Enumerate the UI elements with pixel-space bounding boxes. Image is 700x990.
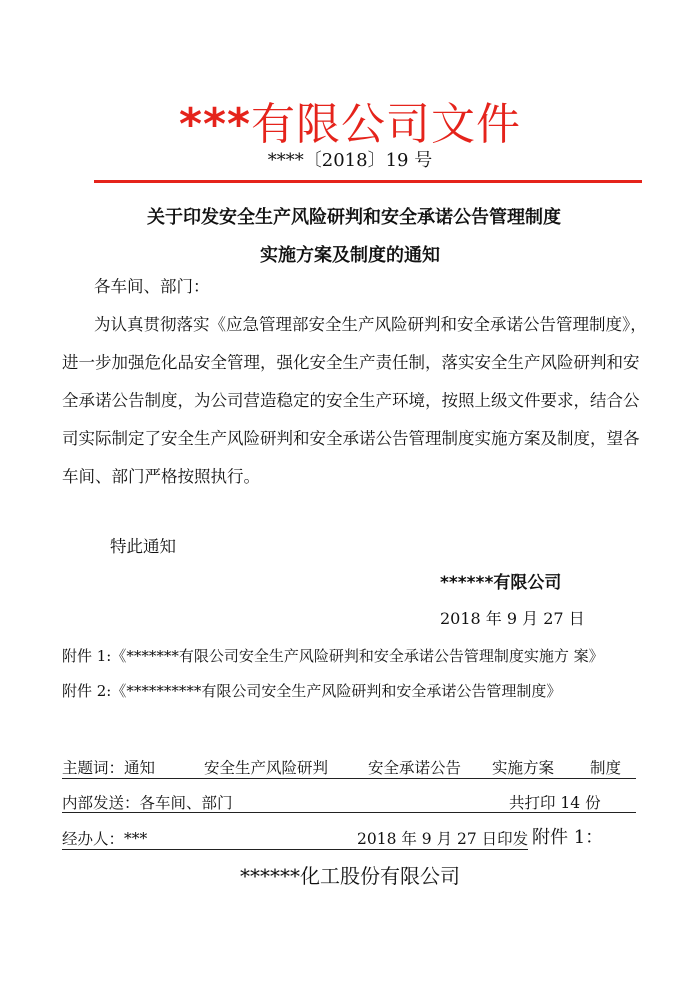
- body-line: 全承诺公告制度，为公司营造稳定的安全生产环境，按照上级文件要求，结合公: [62, 391, 640, 410]
- document-number: ****〔2018〕19 号: [267, 150, 433, 171]
- keywords-rule: [62, 778, 636, 779]
- body-line: 为认真贯彻落实《应急管理部安全生产风险研判和安全承诺公告管理制度》，: [94, 315, 647, 334]
- attachment-1: 附件 1:《*******有限公司安全生产风险研判和安全承诺公告管理制度实施方 案》: [62, 647, 604, 665]
- keywords-label: 主题词：通知: [62, 759, 156, 777]
- handler-rule: [62, 849, 528, 850]
- notice-title-line-2: 实施方案及制度的通知: [260, 245, 440, 266]
- appendix-company: ******化工股份有限公司: [240, 864, 460, 888]
- handler-text: 经办人：***: [62, 830, 148, 848]
- appendix-label: 附件 1：: [532, 827, 604, 848]
- header-divider: [94, 180, 642, 183]
- body-line: 司实际制定了安全生产风险研判和安全承诺公告管理制度实施方案及制度，望各: [62, 429, 640, 448]
- issue-date: 2018 年 9 月 27 日印发: [357, 830, 529, 848]
- attachment-2: 附件 2:《**********有限公司安全生产风险研判和安全承诺公告管理制度》: [62, 682, 562, 700]
- header-stars: ***: [178, 99, 252, 150]
- salutation: 各车间、部门：: [94, 277, 210, 296]
- keyword-item: 安全生产风险研判: [204, 759, 329, 777]
- keyword-item: 制度: [590, 759, 622, 777]
- distribution-rule: [62, 812, 636, 813]
- document-header-title: [0, 88, 700, 152]
- header-title-text: 有限公司文件: [251, 99, 522, 150]
- body-line: 进一步加强危化品安全管理，强化安全生产责任制，落实安全生产风险研判和安: [62, 353, 640, 372]
- distribution-text: 内部发送：各车间、部门: [62, 794, 233, 812]
- body-line: 车间、部门严格按照执行。: [62, 467, 260, 486]
- signer-company: ******有限公司: [440, 573, 562, 593]
- keyword-item: 安全承诺公告: [368, 759, 462, 777]
- notice-title-line-1: 关于印发安全生产风险研判和安全承诺公告管理制度: [147, 207, 561, 228]
- signature-date: 2018 年 9 月 27 日: [440, 609, 585, 628]
- notice-body: [62, 306, 647, 496]
- keyword-item: 实施方案: [492, 759, 555, 777]
- closing-text: 特此通知: [110, 537, 176, 556]
- copies-count: 共打印 14 份: [509, 794, 601, 812]
